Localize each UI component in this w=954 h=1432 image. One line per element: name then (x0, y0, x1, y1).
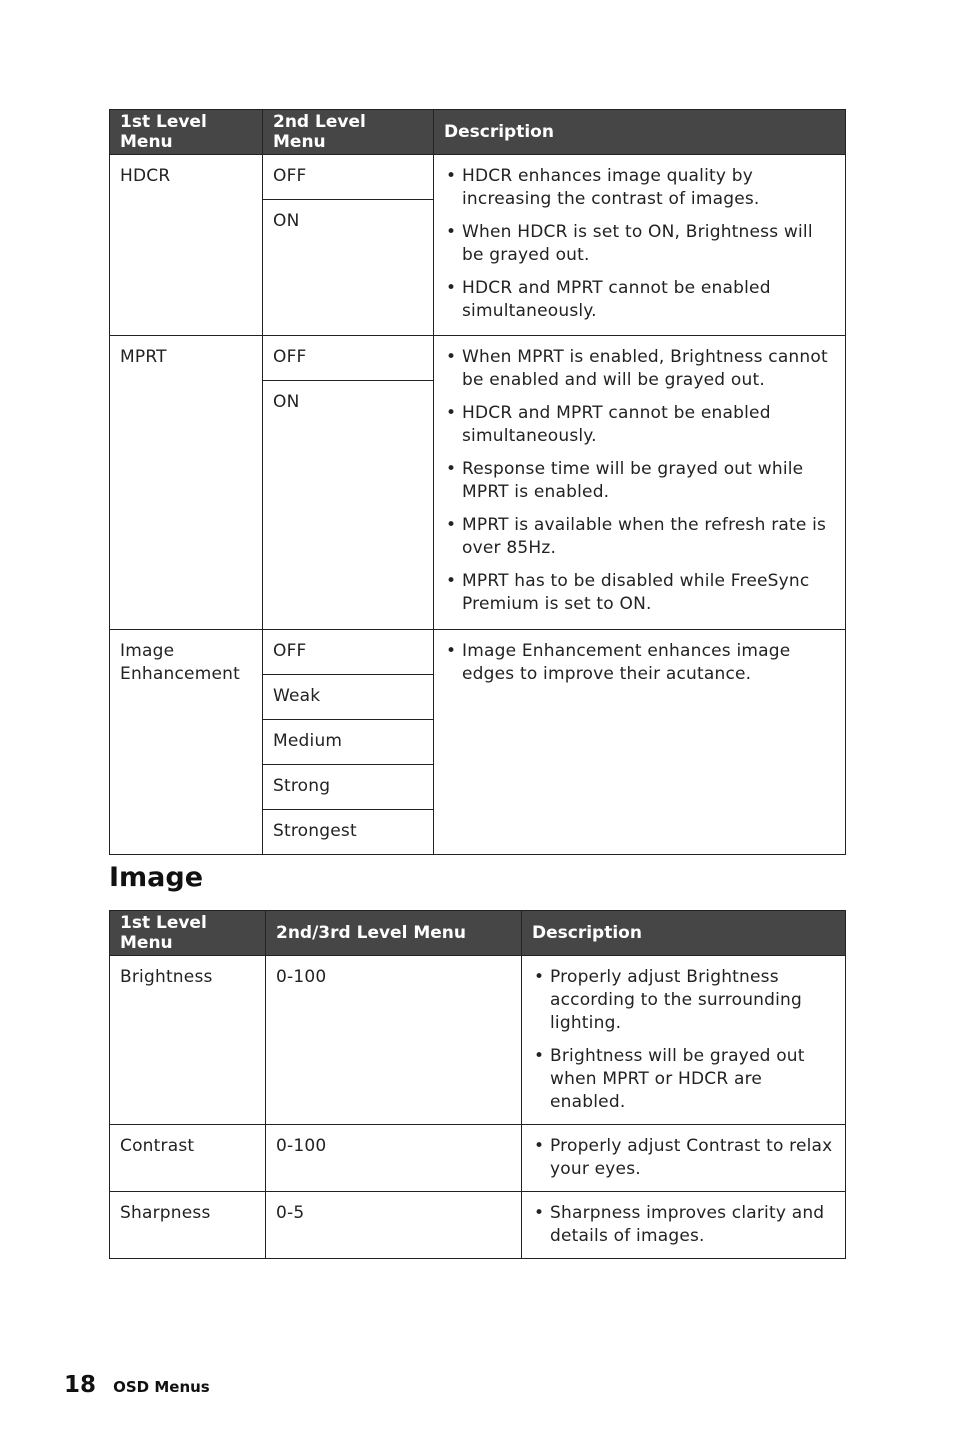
description-item: • When HDCR is set to ON, Brightness will be grayed out. (444, 221, 835, 267)
description-item: • MPRT is available when the refresh rate is over 85Hz. (444, 514, 835, 560)
column-header: 1st Level Menu (110, 110, 263, 155)
option-cell: Weak (263, 675, 434, 720)
page-footer (64, 1372, 210, 1398)
column-header: 2nd Level Menu (263, 110, 434, 155)
menu-cell: Sharpness (110, 1192, 266, 1259)
option-cell: OFF (263, 630, 434, 675)
description-item: • Image Enhancement enhances image edges to improve their acutance. (444, 640, 835, 686)
table-row (110, 155, 846, 200)
column-header: 1st Level Menu (110, 911, 266, 956)
menu-cell: HDCR (110, 155, 263, 336)
menu-cell: Brightness (110, 956, 266, 1125)
description-cell (522, 1125, 846, 1192)
description-item: • Properly adjust Contrast to relax your eyes. (532, 1135, 835, 1181)
osd-table-gaming (109, 109, 846, 855)
range-cell: 0-100 (266, 1125, 522, 1192)
column-header: Description (434, 110, 846, 155)
menu-cell: Contrast (110, 1125, 266, 1192)
range-cell: 0-100 (266, 956, 522, 1125)
option-cell: Strongest (263, 810, 434, 855)
description-cell (522, 956, 846, 1125)
description-item: • Brightness will be grayed out when MPRT or HDCR are enabled. (532, 1045, 835, 1114)
description-item: • When MPRT is enabled, Brightness cannot be enabled and will be grayed out. (444, 346, 835, 392)
description-item: • HDCR and MPRT cannot be enabled simultaneously. (444, 402, 835, 448)
description-cell (434, 630, 846, 855)
option-cell: OFF (263, 155, 434, 200)
description-item: • Sharpness improves clarity and details of images. (532, 1202, 835, 1248)
option-cell: Medium (263, 720, 434, 765)
column-header: 2nd/3rd Level Menu (266, 911, 522, 956)
description-cell (434, 155, 846, 336)
table-row (110, 630, 846, 675)
description-item: • Properly adjust Brightness according to the surrounding lighting. (532, 966, 835, 1035)
option-cell: ON (263, 200, 434, 336)
osd-table-image (109, 910, 846, 1259)
range-cell: 0-5 (266, 1192, 522, 1259)
description-item: • HDCR enhances image quality by increasing the contrast of images. (444, 165, 835, 211)
option-cell: OFF (263, 336, 434, 381)
table-row (110, 1125, 846, 1192)
table-row (110, 1192, 846, 1259)
option-cell: Strong (263, 765, 434, 810)
section-title: Image (109, 862, 204, 893)
footer-label: OSD Menus (113, 1378, 210, 1396)
option-cell: ON (263, 381, 434, 630)
description-cell (522, 1192, 846, 1259)
table-row (110, 956, 846, 1125)
column-header: Description (522, 911, 846, 956)
menu-cell: MPRT (110, 336, 263, 630)
page-number: 18 (64, 1372, 97, 1398)
table-row (110, 336, 846, 381)
description-item: • MPRT has to be disabled while FreeSync Premium is set to ON. (444, 570, 835, 616)
description-cell (434, 336, 846, 630)
description-item: • Response time will be grayed out while MPRT is enabled. (444, 458, 835, 504)
menu-cell: Image Enhancement (110, 630, 263, 855)
description-item: • HDCR and MPRT cannot be enabled simultaneously. (444, 277, 835, 323)
